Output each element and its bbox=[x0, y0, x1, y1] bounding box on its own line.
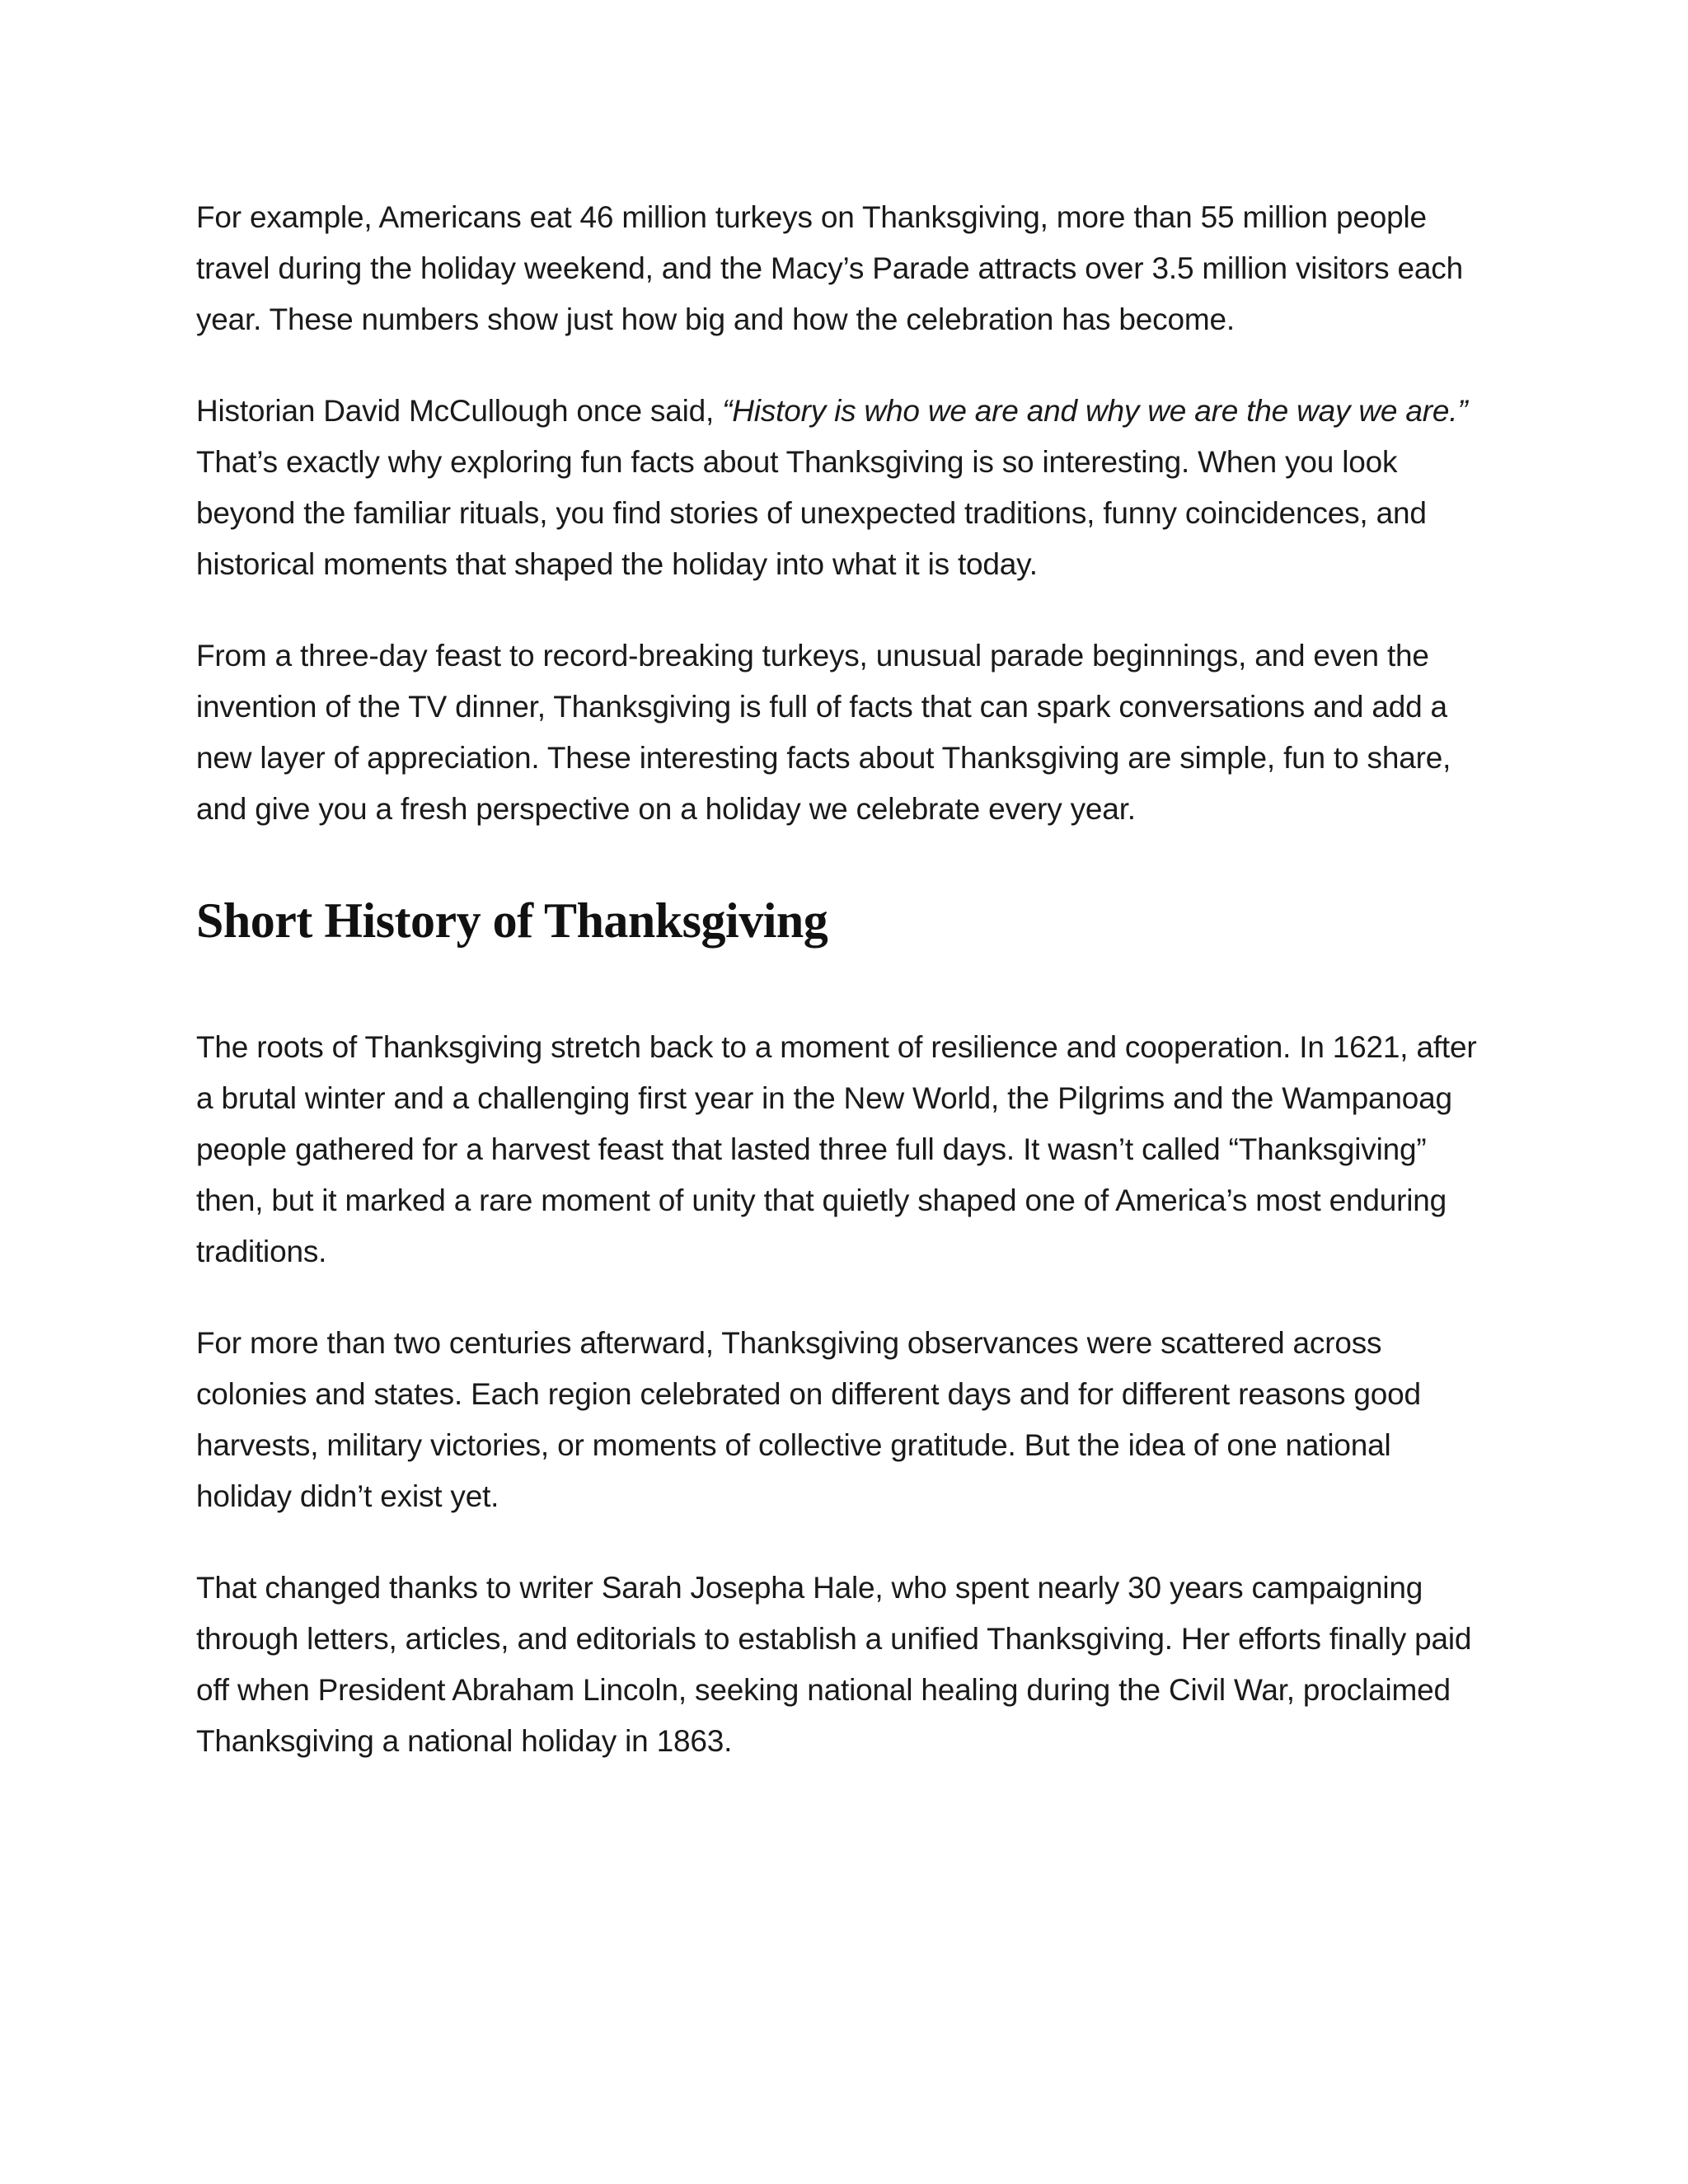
article-body bbox=[196, 192, 1482, 1807]
intro-paragraph-statistics: For example, Americans eat 46 million turkeys on Thanksgiving, more than 55 million people travel during the holiday weekend, and the Macy’s Parade attracts over 3.5 million visitors each year. These numbers show just how big and how the celebration has become. bbox=[196, 200, 1463, 336]
intro-paragraph-quote bbox=[196, 386, 1482, 590]
section-heading-history: Short History of Thanksgiving bbox=[196, 893, 828, 948]
intro-paragraph-facts: From a three-day feast to record-breaking turkeys, unusual parade beginnings, and even the invention of the TV dinner, Thanksgiving is full of facts that can spark conversations and add a new layer of appreciation. These interesting facts about Thanksgiving are simple, fun to share, and give you a fresh perspective on a holiday we celebrate every year. bbox=[196, 639, 1451, 826]
history-paragraph-national-holiday: That changed thanks to writer Sarah Josepha Hale, who spent nearly 30 years campaigning through letters, articles, and editorials to establish a unified Thanksgiving. Her efforts finally paid off when President Abraham Lincoln, seeking national healing during the Civil War, proclaimed Thanksgiving a national holiday in 1863. bbox=[196, 1571, 1472, 1758]
quote-followup-text: That’s exactly why exploring fun facts about Thanksgiving is so interesting. When you look beyond the familiar rituals, you find stories of unexpected traditions, funny coincidences, and historical moments that shaped the holiday into what it is today. bbox=[196, 445, 1427, 581]
mccullough-quote: “History is who we are and why we are the way we are.” bbox=[722, 394, 1468, 428]
history-paragraph-observances: For more than two centuries afterward, Thanksgiving observances were scattered across colonies and states. Each region celebrated on different days and for different reasons good harvests, military victories, or moments of collective gratitude. But the idea of one national holiday didn’t exist yet. bbox=[196, 1326, 1421, 1513]
quote-lead-text: Historian David McCullough once said, bbox=[196, 394, 723, 428]
history-paragraph-origins: The roots of Thanksgiving stretch back to a moment of resilience and cooperation. In 1621, after a brutal winter and a challenging first year in the New World, the Pilgrims and the Wampanoag people gathered for a harvest feast that lasted three full days. It wasn’t called “Thanksgiving” then, but it marked a rare moment of unity that quietly shaped one of America’s most enduring traditions. bbox=[196, 1030, 1477, 1268]
